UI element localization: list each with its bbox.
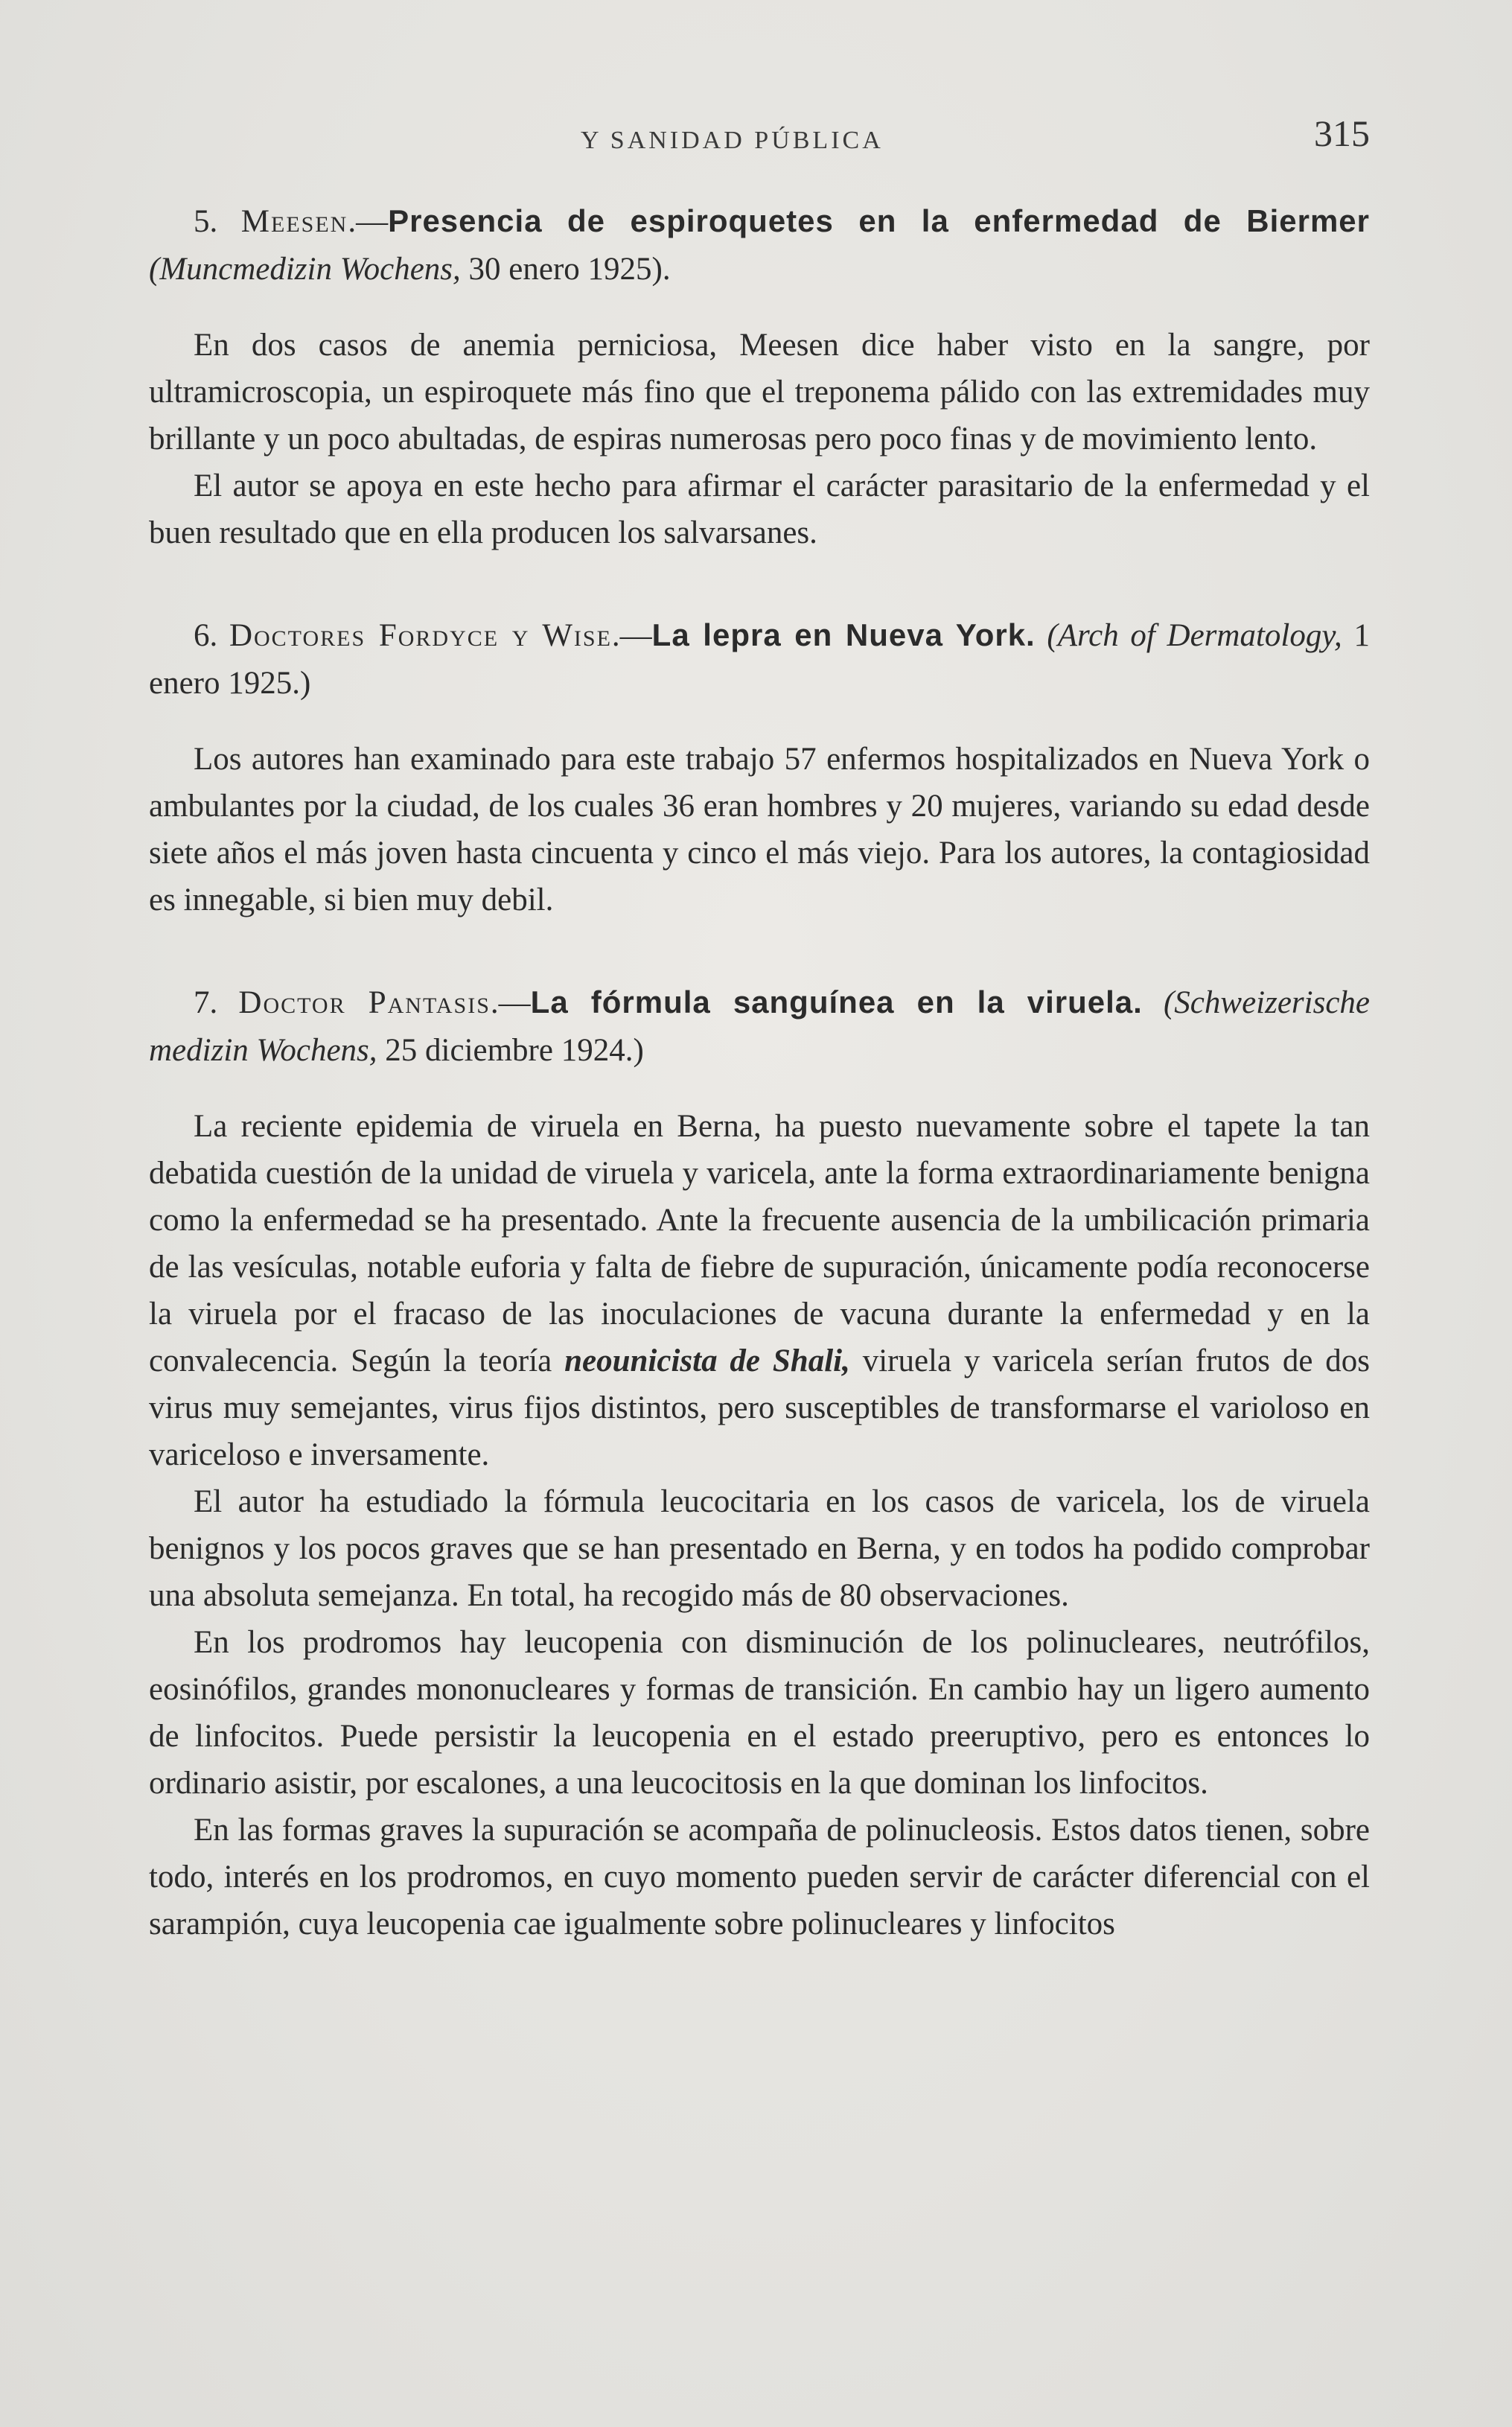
entry-title: Presencia de espiroquetes en la enfermedad de Biermer xyxy=(388,203,1370,238)
entry-number: 7. xyxy=(194,985,218,1020)
abstract-entry-5 xyxy=(149,197,1370,556)
paragraph: En las formas graves la supuración se acompaña de polinucleosis. Estos datos tienen, sobre todo, interés en los prodromos, en cuyo momento pueden servir de carácter diferencial con el sarampión, cuya leucopenia cae igualmente sobre polinucleares y linfocitos xyxy=(149,1813,1370,1941)
paragraph: El autor se apoya en este hecho para afirmar el carácter parasitario de la enfermedad y el buen resultado que en ella producen los salvarsanes. xyxy=(149,468,1370,550)
abstract-entry-6 xyxy=(149,611,1370,923)
entry-number: 5. xyxy=(194,204,218,239)
entry-authors: Meesen xyxy=(240,204,348,239)
abstract-entry-7 xyxy=(149,979,1370,1947)
paragraph: Los autores han examinado para este trabajo 57 enfermos hospitalizados en Nueva York o ambulantes por la ciudad, de los cuales 36 eran hombres y 20 mujeres, variando su edad desde siete años el más joven hasta cincuenta y cinco el más viejo. Para los autores, la contagiosidad es innegable, si bien muy debil. xyxy=(149,742,1370,917)
theory-term: neounicista de Shali, xyxy=(564,1343,850,1378)
page-number: 315 xyxy=(1314,112,1370,154)
entry-date: 25 diciembre 1924.) xyxy=(385,1033,644,1068)
paragraph: El autor ha estudiado la fórmula leucocitaria en los casos de varicela, los de viruela benignos y los pocos graves que se han presentado en Berna, y en todos ha podido comprobar una absoluta semejanza. En total, ha recogido más de 80 observaciones. xyxy=(149,1484,1370,1613)
entry-authors: Doctor Pantasis xyxy=(238,985,491,1020)
entry-number: 6. xyxy=(194,618,218,653)
entry-authors: Doctores Fordyce y Wise xyxy=(229,618,612,653)
entry-heading: 6. Doctores Fordyce y Wise.—La lepra en Nueva York. (Arch of Dermatology, 1 enero 1925.) xyxy=(149,617,1370,701)
paragraph-text: La reciente epidemia de viruela en Berna, ha puesto nuevamente sobre el tapete la tan debatida cuestión de la unidad de viruela y varicela, ante la forma extraordinariamente benigna como la enfermedad se ha presentado. Ante la frecuente ausencia de la umbilicación primaria de las vesículas, notable euforia y falta de fiebre de supuración, únicamente podía reconocerse la viruela por el fracaso de las inoculaciones de vacuna durante la enfermedad y en la convalecencia. xyxy=(149,1109,1370,1378)
theory-after: viruela y varicela serían frutos de dos virus muy semejantes, virus fijos distintos, pero susceptibles de transformarse el varioloso en variceloso e inversamente. xyxy=(149,1343,1371,1472)
entry-source: (Schweizerische medizin Wochens, xyxy=(149,985,1371,1068)
paragraph: En los prodromos hay leucopenia con disminución de los polinucleares, neutrófilos, eosinófilos, grandes mononucleares y formas de transición. En cambio hay un ligero aumento de linfocitos. Puede persistir la leucopenia en el estado preeruptivo, pero es entonces lo ordinario asistir, por escalones, a una leucocitosis en la que dominan los linfocitos. xyxy=(149,1625,1370,1801)
entry-heading: 5. Meesen.—Presencia de espiroquetes en la enfermedad de Biermer (Muncmedizin Wochens, 30 enero 1925). xyxy=(149,203,1370,287)
entry-date: 30 enero 1925). xyxy=(468,252,671,287)
page-header xyxy=(149,112,1370,171)
entry-source: (Muncmedizin Wochens, xyxy=(149,252,461,287)
page-content xyxy=(149,197,1370,2003)
entry-source: (Arch of Dermatology, xyxy=(1047,618,1342,653)
entry-heading: 7. Doctor Pantasis.—La fórmula sanguínea en la viruela. (Schweizerische medizin Wochens, 25 diciembre 1924.) xyxy=(149,985,1371,1068)
paragraph xyxy=(149,1103,1370,1478)
theory-before: Según la teoría xyxy=(351,1343,552,1378)
entry-date: 1 enero 1925.) xyxy=(149,618,1370,701)
entry-title: La fórmula sanguínea en la viruela. xyxy=(530,985,1143,1020)
entry-title: La lepra en Nueva York. xyxy=(651,617,1036,652)
paragraph: En dos casos de anemia perniciosa, Meesen dice haber visto en la sangre, por ultramicroscopia, un espiroquete más fino que el treponema pálido con las extremidades muy brillante y un poco abultadas, de espiras numerosas pero poco finas y de movimiento lento. xyxy=(149,328,1370,457)
running-title: Y SANIDAD PÚBLICA xyxy=(581,127,884,154)
